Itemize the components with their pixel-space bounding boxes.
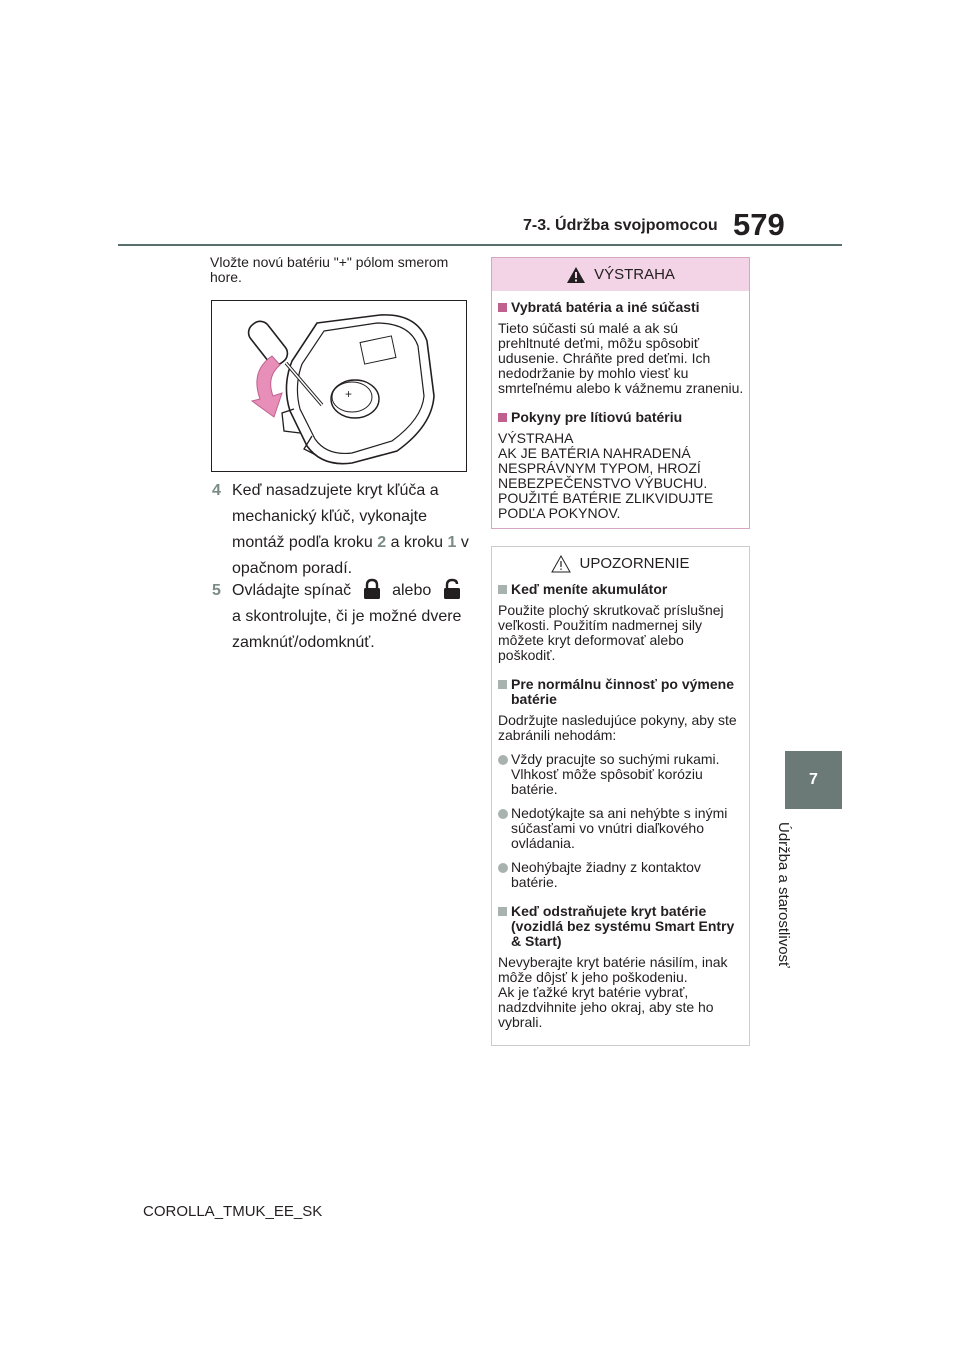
- step-text: alebo: [392, 582, 432, 599]
- caution-title: UPOZORNENIE: [579, 555, 690, 572]
- bullet-text: Neohýbajte žiadny z kontaktov batérie.: [511, 859, 701, 890]
- bullet-text: Vždy pracujte so suchými rukami. Vlhkosť môže spôsobiť koróziu batérie.: [511, 751, 720, 797]
- square-bullet-icon: [498, 413, 507, 422]
- step-text: Ovládajte spínač: [232, 582, 352, 599]
- rotate-arrow-icon: [252, 356, 282, 417]
- caution-bullet: [498, 860, 744, 890]
- warning-line: NESPRÁVNYM TYPOM, HROZÍ: [498, 460, 701, 476]
- caution-text: Použite plochý skrutkovač príslušnej veľkosti. Použitím nadmernej sily môžete kryt deformovať alebo poškodiť.: [498, 602, 724, 663]
- subheading-text: Pre normálnu činnosť po výmene batérie: [511, 676, 734, 707]
- step-text: v opačnom poradí.: [232, 534, 469, 577]
- warning-line: AK JE BATÉRIA NAHRADENÁ: [498, 445, 691, 461]
- warning-header: [492, 258, 749, 291]
- warning-caps-text: [498, 431, 744, 521]
- warning-box: [491, 257, 750, 529]
- caution-text: Nevyberajte kryt batérie násilím, inak môže dôjsť k jeho poškodeniu.: [498, 954, 728, 985]
- caution-text: Dodržujte nasledujúce pokyny, aby ste zabránili nehodám:: [498, 712, 737, 743]
- step-ref: 1: [447, 534, 457, 551]
- caution-subheading: [498, 677, 744, 707]
- caution-text: Ak je ťažké kryt batérie vybrať, nadzdvihnite jeho okraj, aby ste ho vybrali.: [498, 984, 714, 1030]
- caution-box: [491, 546, 750, 1046]
- step-5: [212, 578, 470, 656]
- footer-code: COROLLA_TMUK_EE_SK: [143, 1203, 323, 1220]
- subheading-text: Keď odstraňujete kryt batérie (vozidlá bez systému Smart Entry & Start): [511, 903, 735, 949]
- chapter-tab: 7: [785, 751, 842, 809]
- warning-subheading: [498, 300, 744, 315]
- square-bullet-icon: [498, 680, 507, 689]
- page-number: 579: [733, 207, 785, 242]
- step-number: 4: [212, 482, 221, 499]
- intro-text: Vložte novú batériu "+" pólom smerom hore.: [210, 254, 449, 285]
- warning-text: Tieto súčasti sú malé a ak sú prehltnuté deťmi, môžu spôsobiť udusenie. Chráňte pred deťmi. Ich nedodržanie by mohlo viesť ku smrteľnému alebo k vážnemu zraneniu.: [498, 320, 744, 396]
- step-ref: 2: [377, 534, 387, 551]
- warning-line: NEBEZPEČENSTVO VÝBUCHU.: [498, 475, 708, 491]
- warning-line: VÝSTRAHA: [498, 430, 574, 446]
- step-4: [212, 478, 470, 582]
- square-bullet-icon: [498, 303, 507, 312]
- round-bullet-icon: [498, 809, 508, 819]
- square-bullet-icon: [498, 907, 507, 916]
- header-divider: [118, 244, 842, 246]
- step-text: a skontrolujte, či je možné dvere zamknúť/odomknúť.: [232, 608, 462, 651]
- lock-icon: [362, 578, 382, 600]
- step-text: Keď nasadzujete kryt kľúča a mechanický kľúč, vykonajte montáž podľa kroku: [232, 482, 439, 551]
- subheading-text: Keď meníte akumulátor: [511, 581, 668, 597]
- warning-line: PODĽA POKYNOV.: [498, 505, 621, 521]
- caution-header: [492, 547, 749, 580]
- unlock-icon: [442, 578, 462, 600]
- caution-subheading: [498, 582, 744, 597]
- square-bullet-icon: [498, 585, 507, 594]
- battery-illustration: [211, 300, 467, 472]
- round-bullet-icon: [498, 863, 508, 873]
- caution-triangle-icon: [551, 555, 571, 573]
- subheading-text: Vybratá batéria a iné súčasti: [511, 299, 700, 315]
- step-number: 5: [212, 582, 221, 599]
- caution-bullet: [498, 806, 744, 851]
- chapter-title-text: Údržba a starostlivosť: [775, 822, 792, 968]
- caution-bullet: [498, 752, 744, 797]
- subheading-text: Pokyny pre lítiovú batériu: [511, 409, 683, 425]
- battery-plus-label: +: [345, 387, 353, 401]
- round-bullet-icon: [498, 755, 508, 765]
- caution-subheading: [498, 904, 744, 949]
- warning-triangle-icon: [566, 266, 586, 284]
- warning-subheading: [498, 410, 744, 425]
- chapter-title: [775, 822, 810, 992]
- section-title: 7-3. Údržba svojpomocou: [523, 217, 718, 234]
- key-battery-drawing: [212, 301, 466, 471]
- bullet-text: Nedotýkajte sa ani nehýbte s inými súčasťami vo vnútri diaľkového ovládania.: [511, 805, 728, 851]
- step-text: a kroku: [390, 534, 444, 551]
- warning-title: VÝSTRAHA: [594, 266, 675, 283]
- warning-line: POUŽITÉ BATÉRIE ZLIKVIDUJTE: [498, 490, 714, 506]
